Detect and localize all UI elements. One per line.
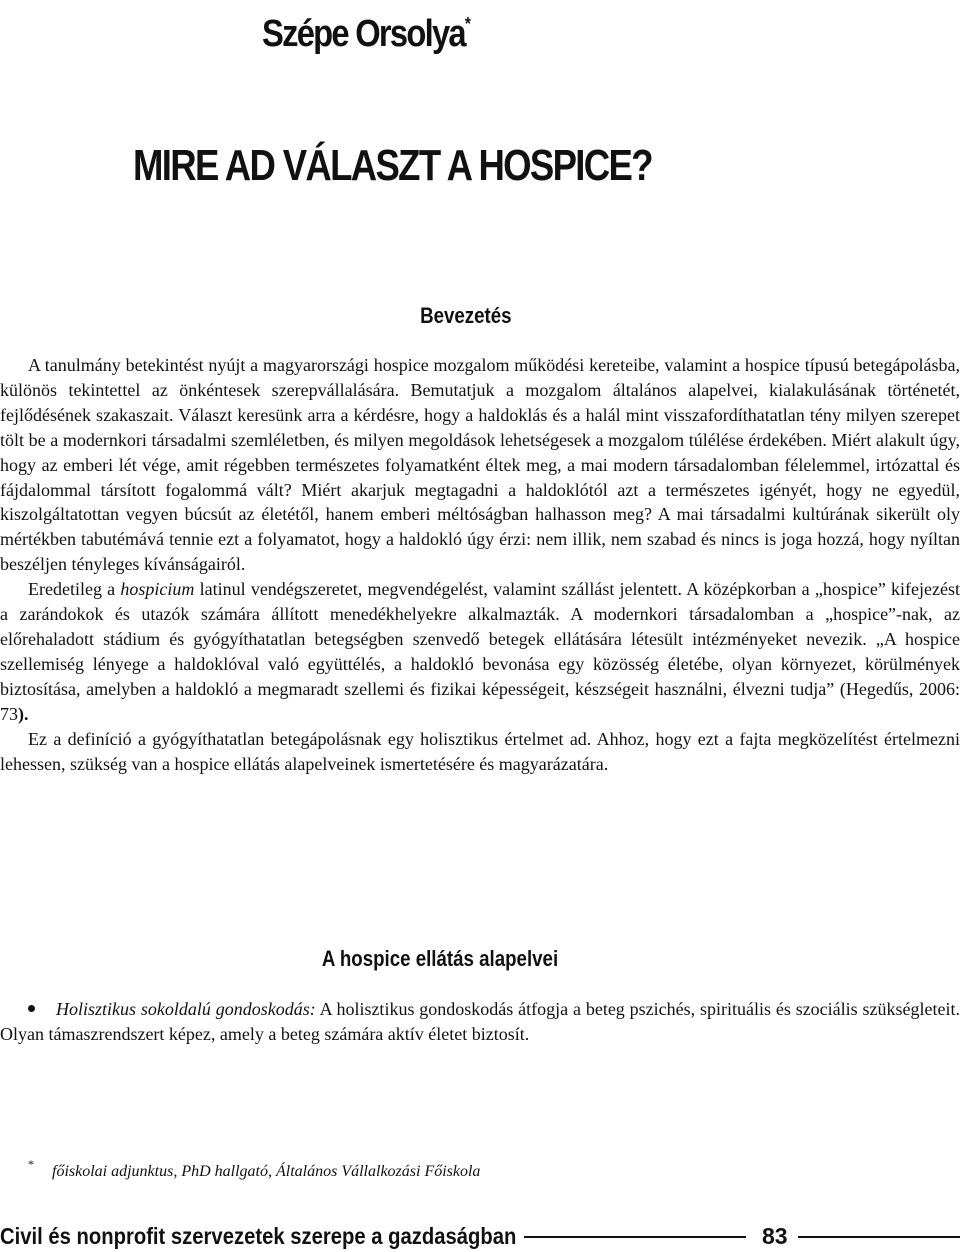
footnote-mark: * <box>28 1157 34 1171</box>
page-number: 83 <box>762 1223 788 1249</box>
paragraph-2-post: latinul vendégszeretet, megvendégelést, valamint szállást jelentett. A középkorban a „hospice” kifejezést a zarándokok és utazók számára állított menedékhelyekre alkalmazták. A modernkori társadalomban a „hospice”-nak, az előrehaladott stádium és gyógyíthatatlan betegségben szenvedő betegek ellátására létesült intézményeket nevezik. „A hospice szellemiség lényege a haldoklóval való együttélés, a haldokló bevonása egy közösség életébe, olyan környezet, körülmények biztosítása, amelyben a haldokló a megmaradt szellemi és fizikai képességeit, készségeit használni, élvezni tudja” (Hegedűs, 2006: 73 <box>0 579 960 724</box>
paragraph-2-close: ). <box>18 703 29 724</box>
author-footnote-mark: * <box>464 14 471 34</box>
intro-paragraph-3: Ez a definíció a gyógyíthatatlan betegápolásnak egy holisztikus értelmet ad. Ahhoz, hogy ezt a fajta megközelítést értelmezni lehessen, szükség van a hospice ellátás alapelveinek ismertetésére és magyarázatára. <box>0 728 960 774</box>
paragraph-2-latin-term: hospicium <box>120 579 195 600</box>
section-heading-principles <box>0 946 920 972</box>
section-heading-intro-text: Bevezetés <box>420 303 512 328</box>
author-name-text: Szépe Orsolya <box>262 13 465 55</box>
footnote-text: főiskolai adjunktus, PhD hallgató, Általános Vállalkozási Főiskola <box>52 1163 481 1180</box>
paragraph-2-pre: Eredetileg a <box>28 579 121 600</box>
principles-body <box>0 997 960 1047</box>
footer-journal-title: Civil és nonprofit szervezetek szerepe a gazdaságban <box>0 1223 517 1249</box>
footer-rule-left <box>524 1236 746 1238</box>
section-heading-intro <box>0 303 946 329</box>
section-heading-principles-text: A hospice ellátás alapelvei <box>321 946 559 971</box>
principle-item-text: A holisztikus gondoskodás átfogja a beteg pszichés, spirituális és szociális szükségleteit. Olyan támaszrendszert képez, amely a beteg számára aktív életet biztosít. <box>0 999 960 1044</box>
intro-paragraph-1: A tanulmány betekintést nyújt a magyarországi hospice mozgalom működési kereteibe, valamint a hospice típusú betegápolásba, különös tekintettel az önkéntesek szerepvállalására. Bemutatjuk a mozgalom általános alapelvei, kialakulásának történetét, fejlődésének szakaszait. Választ keresünk arra a kérdésre, hogy a haldoklás és a halál mint visszafordíthatatlan tény milyen szerepet tölt be a modernkori társadalmi szemléletben, és milyen megoldások lehetségesek a mozgalom túlélése érdekében. Miért alakult úgy, hogy az emberi lét vége, amit régebben természetes folyamatként éltek meg, a mai modern társadalomban félelemmel, irtózattal és fájdalommal társított fogalommá vált? Miért akarjuk megtagadni a haldoklótól azt a természetes igényét, hogy ne egyedül, kiszolgáltatottan vegyen búcsút az életétől, hanem emberi méltóságban halhasson meg? A mai társadalmi kultúrának sikerült oly mértékben tabutémává tennie ezt a folyamatot, hogy a haldokló úgy érzi: nem illik, nem szabad és nincs is joga hozzá, hogy nyíltan beszéljen tényleges kívánságairól. <box>0 355 960 575</box>
intro-body <box>0 353 960 776</box>
article-title: MIRE AD VÁLASZT A HOSPICE? <box>133 141 652 190</box>
bullet-icon <box>0 997 56 1022</box>
intro-paragraph-2 <box>0 577 960 726</box>
footnote <box>28 1157 481 1184</box>
author-name <box>262 2 471 56</box>
principle-item-title: Holisztikus sokoldalú gondoskodás: <box>56 999 316 1019</box>
principle-item <box>0 997 960 1047</box>
page-footer <box>0 1222 960 1252</box>
footer-rule-right <box>798 1236 960 1238</box>
